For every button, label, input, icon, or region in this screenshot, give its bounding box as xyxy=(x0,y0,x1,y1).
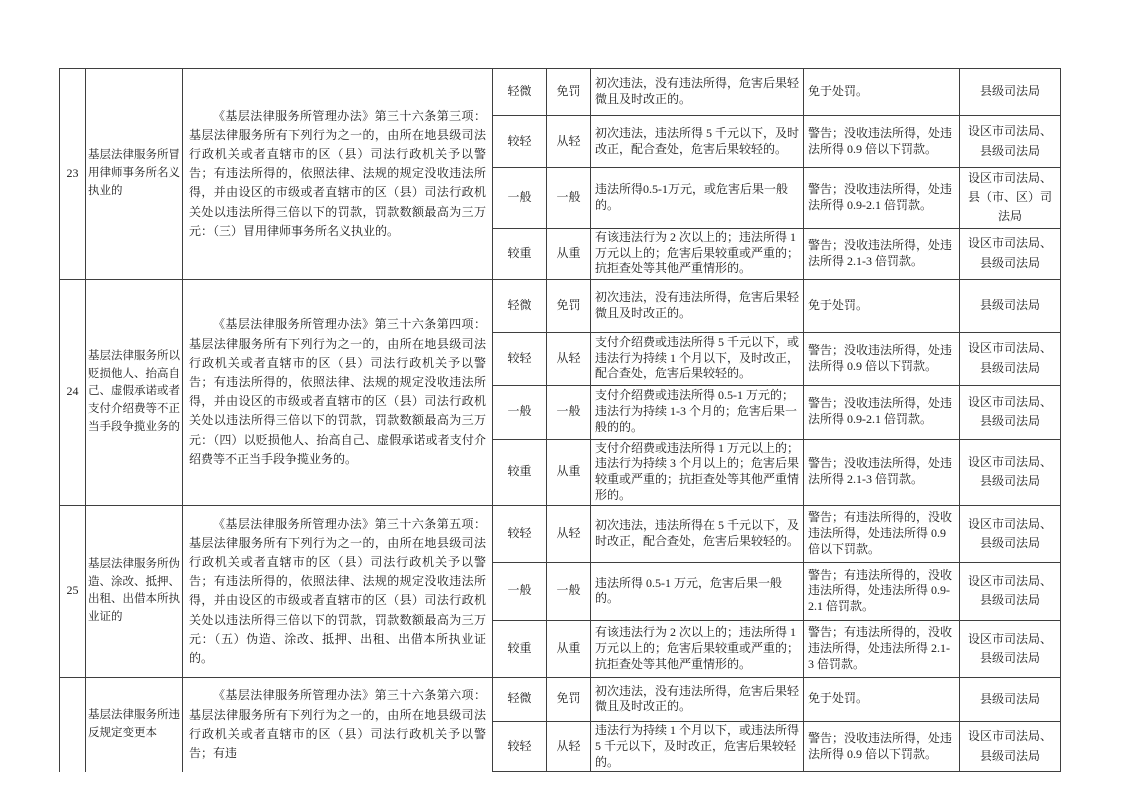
penalty-type-cell: 从轻 xyxy=(547,721,591,771)
violation-cell: 基层法律服务所冒用律师事务所名义执业的 xyxy=(86,69,183,280)
severity-cell: 一般 xyxy=(493,562,547,620)
severity-cell: 一般 xyxy=(493,385,547,439)
agency-cell: 县级司法局 xyxy=(960,279,1061,332)
circumstance-cell: 违法所得 0.5-1 万元，危害后果一般的。 xyxy=(591,562,804,620)
penalty-standard-cell: 警告；没收违法所得，处违法所得 0.9-2.1 倍罚款。 xyxy=(804,168,960,229)
agency-cell: 设区市司法局、县级司法局 xyxy=(960,620,1061,677)
penalty-standard-cell: 警告；有违法所得的，没收违法所得，处违法所得 0.9-2.1 倍罚款。 xyxy=(804,562,960,620)
severity-cell: 较重 xyxy=(493,439,547,505)
legal-basis-cell: 《基层法律服务所管理办法》第三十六条第三项：基层法律服务所有下列行为之一的，由所在地县级司法行政机关或者直辖市的区（县）司法行政机关予以警告；有违法所得的，依照法律、法规的规定没收违法所得，并由设区的市级或者直辖市的区（县）司法行政机关处以违法所得三倍以下的罚款，罚款数额最高为三万元：（三）冒用律师事务所名义执业的。 xyxy=(183,69,493,280)
agency-cell: 县级司法局 xyxy=(960,677,1061,721)
severity-cell: 轻微 xyxy=(493,69,547,116)
circumstance-cell: 违法所得0.5-1万元，或危害后果一般的。 xyxy=(591,168,804,229)
penalty-type-cell: 一般 xyxy=(547,168,591,229)
severity-cell: 较轻 xyxy=(493,116,547,168)
penalty-standard-cell: 警告；没收违法所得，处违法所得 0.9 倍以下罚款。 xyxy=(804,721,960,771)
penalty-type-cell: 从轻 xyxy=(547,505,591,562)
violation-cell: 基层法律服务所以贬损他人、抬高自己、虚假承诺或者支付介绍费等不正当手段争揽业务的 xyxy=(86,279,183,505)
row-number: 23 xyxy=(60,69,86,280)
agency-cell: 设区市司法局、县级司法局 xyxy=(960,562,1061,620)
penalty-type-cell: 从轻 xyxy=(547,116,591,168)
severity-cell: 较轻 xyxy=(493,505,547,562)
agency-cell: 设区市司法局、县级司法局 xyxy=(960,721,1061,771)
row-number: 25 xyxy=(60,505,86,677)
agency-cell: 设区市司法局、县（市、区）司法局 xyxy=(960,168,1061,229)
severity-cell: 较轻 xyxy=(493,332,547,385)
agency-cell: 设区市司法局、县级司法局 xyxy=(960,228,1061,279)
severity-cell: 轻微 xyxy=(493,677,547,721)
violation-cell: 基层法律服务所伪造、涂改、抵押、出租、出借本所执 业证的 xyxy=(86,505,183,677)
penalty-standard-cell: 警告；没收违法所得，处违法所得 0.9 倍以下罚款。 xyxy=(804,116,960,168)
circumstance-cell: 有该违法行为 2 次以上的；违法所得 1 万元以上的；危害后果较重或严重的；抗拒查处等其他严重情形的。 xyxy=(591,620,804,677)
circumstance-cell: 初次违法，没有违法所得，危害后果轻微且及时改正的。 xyxy=(591,69,804,116)
circumstance-cell: 初次违法，没有违法所得，危害后果轻微且及时改正的。 xyxy=(591,677,804,721)
severity-cell: 较重 xyxy=(493,228,547,279)
penalty-type-cell: 免罚 xyxy=(547,677,591,721)
row-number xyxy=(60,677,86,771)
severity-cell: 一般 xyxy=(493,168,547,229)
penalty-type-cell: 从重 xyxy=(547,620,591,677)
penalty-type-cell: 从重 xyxy=(547,439,591,505)
penalty-type-cell: 免罚 xyxy=(547,69,591,116)
penalty-type-cell: 从重 xyxy=(547,228,591,279)
agency-cell: 设区市司法局、县级司法局 xyxy=(960,439,1061,505)
legal-basis-cell: 《基层法律服务所管理办法》第三十六条第四项：基层法律服务所有下列行为之一的，由所在地县级司法行政机关或者直辖市的区（县）司法行政机关予以警告；有违法所得的，依照法律、法规的规定没收违法所得，并由设区的市级或者直辖市的区（县）司法行政机关处以违法所得三倍以下的罚款，罚款数额最高为三万元：（四）以贬损他人、抬高自己、虚假承诺或者支付介绍费等不正当手段争揽业务的。 xyxy=(183,279,493,505)
severity-cell: 轻微 xyxy=(493,279,547,332)
circumstance-cell: 初次违法，违法所得 5 千元以下，及时改正，配合查处，危害后果较轻的。 xyxy=(591,116,804,168)
severity-cell: 较重 xyxy=(493,620,547,677)
agency-cell: 设区市司法局、县级司法局 xyxy=(960,332,1061,385)
circumstance-cell: 初次违法，没有违法所得，危害后果轻微且及时改正的。 xyxy=(591,279,804,332)
penalty-standard-cell: 免于处罚。 xyxy=(804,69,960,116)
penalty-standard-cell: 警告；没收违法所得，处违法所得 2.1-3 倍罚款。 xyxy=(804,439,960,505)
violation-cell: 基层法律服务所违反规定变更本 xyxy=(86,677,183,771)
penalty-standard-cell: 警告；没收违法所得，处违法所得 0.9 倍以下罚款。 xyxy=(804,332,960,385)
agency-cell: 设区市司法局、县级司法局 xyxy=(960,505,1061,562)
legal-basis-cell: 《基层法律服务所管理办法》第三十六条第六项：基层法律服务所有下列行为之一的，由所在地县级司法行政机关或者直辖市的区（县）司法行政机关予以警告；有违 xyxy=(183,677,493,771)
circumstance-cell: 支付介绍费或违法所得 5 千元以下，或违法行为持续 1 个月以下，及时改正，配合查处，危害后果较轻的。 xyxy=(591,332,804,385)
penalty-standard-cell: 免于处罚。 xyxy=(804,279,960,332)
penalty-standard-cell: 警告；有违法所得的，没收违法所得，处违法所得 0.9 倍以下罚款。 xyxy=(804,505,960,562)
circumstance-cell: 违法行为持续 1 个月以下，或违法所得 5 千元以下，及时改正，危害后果较轻的。 xyxy=(591,721,804,771)
penalty-standard-cell: 警告；有违法所得的，没收违法所得，处违法所得 2.1-3 倍罚款。 xyxy=(804,620,960,677)
circumstance-cell: 有该违法行为 2 次以上的；违法所得 1 万元以上的；危害后果较重或严重的；抗拒查处等其他严重情形的。 xyxy=(591,228,804,279)
penalty-table xyxy=(59,68,1061,772)
agency-cell: 设区市司法局、县级司法局 xyxy=(960,385,1061,439)
penalty-type-cell: 一般 xyxy=(547,562,591,620)
penalty-type-cell: 一般 xyxy=(547,385,591,439)
penalty-type-cell: 从轻 xyxy=(547,332,591,385)
circumstance-cell: 支付介绍费或违法所得 1 万元以上的；违法行为持续 3 个月以上的；危害后果较重或严重的；抗拒查处等其他严重情形的。 xyxy=(591,439,804,505)
row-number: 24 xyxy=(60,279,86,505)
penalty-standard-cell: 免于处罚。 xyxy=(804,677,960,721)
legal-basis-cell: 《基层法律服务所管理办法》第三十六条第五项：基层法律服务所有下列行为之一的，由所在地县级司法行政机关或者直辖市的区（县）司法行政机关予以警告；有违法所得的，依照法律、法规的规定没收违法所得，并由设区的市级或者直辖市的区（县）司法行政机关处以违法所得三倍以下的罚款，罚款数额最高为三万元：（五）伪造、涂改、抵押、出租、出借本所执业证的。 xyxy=(183,505,493,677)
circumstance-cell: 支付介绍费或违法所得 0.5-1 万元的；违法行为持续 1-3 个月的；危害后果一般的的。 xyxy=(591,385,804,439)
penalty-type-cell: 免罚 xyxy=(547,279,591,332)
agency-cell: 设区市司法局、县级司法局 xyxy=(960,116,1061,168)
penalty-standard-cell: 警告；没收违法所得，处违法所得 0.9-2.1 倍罚款。 xyxy=(804,385,960,439)
circumstance-cell: 初次违法，违法所得在 5 千元以下，及时改正，配合查处，危害后果较轻的。 xyxy=(591,505,804,562)
agency-cell: 县级司法局 xyxy=(960,69,1061,116)
severity-cell: 较轻 xyxy=(493,721,547,771)
penalty-standard-cell: 警告；没收违法所得，处违法所得 2.1-3 倍罚款。 xyxy=(804,228,960,279)
